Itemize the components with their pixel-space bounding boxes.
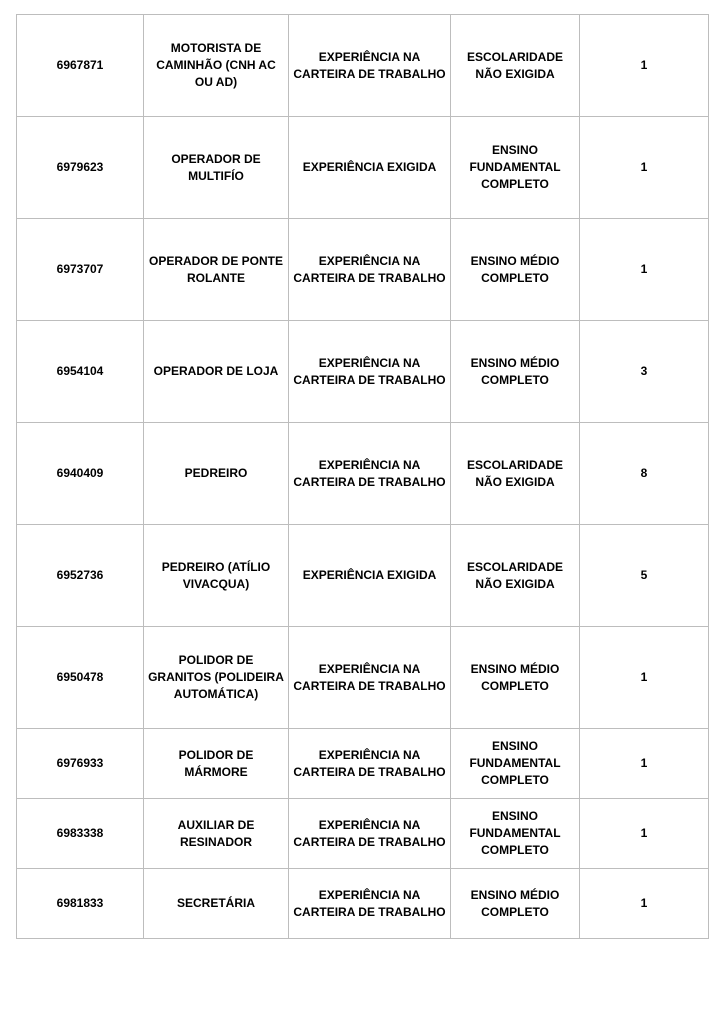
- table-row: [17, 423, 709, 525]
- education-cell: ESCOLARIDADE NÃO EXIGIDA: [451, 525, 580, 627]
- table-row: [17, 219, 709, 321]
- education-cell: ENSINO FUNDAMENTAL COMPLETO: [451, 799, 580, 869]
- experience-cell: EXPERIÊNCIA NA CARTEIRA DE TRABALHO: [289, 423, 451, 525]
- table-row: [17, 729, 709, 799]
- education-cell: ENSINO FUNDAMENTAL COMPLETO: [451, 729, 580, 799]
- job-title-cell: POLIDOR DE GRANITOS (POLIDEIRA AUTOMÁTICA): [144, 627, 289, 729]
- education-cell: ESCOLARIDADE NÃO EXIGIDA: [451, 423, 580, 525]
- vacancies-count-cell: 1: [580, 219, 709, 321]
- education-cell: ENSINO FUNDAMENTAL COMPLETO: [451, 117, 580, 219]
- vacancies-count-cell: 1: [580, 729, 709, 799]
- vacancy-code-cell: 6967871: [17, 15, 144, 117]
- table-row: [17, 525, 709, 627]
- education-cell: ESCOLARIDADE NÃO EXIGIDA: [451, 15, 580, 117]
- table-row: [17, 869, 709, 939]
- vacancies-count-cell: 1: [580, 15, 709, 117]
- vacancies-count-cell: 1: [580, 627, 709, 729]
- table-row: [17, 799, 709, 869]
- vacancy-code-cell: 6940409: [17, 423, 144, 525]
- table-row: [17, 321, 709, 423]
- vacancy-code-cell: 6952736: [17, 525, 144, 627]
- job-title-cell: PEDREIRO: [144, 423, 289, 525]
- vacancies-count-cell: 3: [580, 321, 709, 423]
- vacancies-count-cell: 8: [580, 423, 709, 525]
- job-title-cell: OPERADOR DE LOJA: [144, 321, 289, 423]
- experience-cell: EXPERIÊNCIA NA CARTEIRA DE TRABALHO: [289, 321, 451, 423]
- vacancies-count-cell: 1: [580, 117, 709, 219]
- table-row: [17, 15, 709, 117]
- vacancy-code-cell: 6979623: [17, 117, 144, 219]
- vacancies-count-cell: 1: [580, 799, 709, 869]
- vacancies-count-cell: 1: [580, 869, 709, 939]
- experience-cell: EXPERIÊNCIA NA CARTEIRA DE TRABALHO: [289, 729, 451, 799]
- vacancies-count-cell: 5: [580, 525, 709, 627]
- education-cell: ENSINO MÉDIO COMPLETO: [451, 869, 580, 939]
- education-cell: ENSINO MÉDIO COMPLETO: [451, 321, 580, 423]
- vacancy-code-cell: 6981833: [17, 869, 144, 939]
- job-vacancies-table: [16, 14, 709, 939]
- job-title-cell: SECRETÁRIA: [144, 869, 289, 939]
- education-cell: ENSINO MÉDIO COMPLETO: [451, 627, 580, 729]
- table-row: [17, 627, 709, 729]
- job-title-cell: PEDREIRO (ATÍLIO VIVACQUA): [144, 525, 289, 627]
- experience-cell: EXPERIÊNCIA NA CARTEIRA DE TRABALHO: [289, 869, 451, 939]
- job-title-cell: OPERADOR DE PONTE ROLANTE: [144, 219, 289, 321]
- job-title-cell: AUXILIAR DE RESINADOR: [144, 799, 289, 869]
- experience-cell: EXPERIÊNCIA EXIGIDA: [289, 117, 451, 219]
- vacancy-code-cell: 6976933: [17, 729, 144, 799]
- vacancy-code-cell: 6950478: [17, 627, 144, 729]
- education-cell: ENSINO MÉDIO COMPLETO: [451, 219, 580, 321]
- experience-cell: EXPERIÊNCIA EXIGIDA: [289, 525, 451, 627]
- job-title-cell: MOTORISTA DE CAMINHÃO (CNH AC OU AD): [144, 15, 289, 117]
- job-title-cell: OPERADOR DE MULTIFÍO: [144, 117, 289, 219]
- experience-cell: EXPERIÊNCIA NA CARTEIRA DE TRABALHO: [289, 627, 451, 729]
- job-title-cell: POLIDOR DE MÁRMORE: [144, 729, 289, 799]
- table-row: [17, 117, 709, 219]
- vacancy-code-cell: 6973707: [17, 219, 144, 321]
- experience-cell: EXPERIÊNCIA NA CARTEIRA DE TRABALHO: [289, 15, 451, 117]
- experience-cell: EXPERIÊNCIA NA CARTEIRA DE TRABALHO: [289, 799, 451, 869]
- vacancy-code-cell: 6954104: [17, 321, 144, 423]
- vacancy-code-cell: 6983338: [17, 799, 144, 869]
- experience-cell: EXPERIÊNCIA NA CARTEIRA DE TRABALHO: [289, 219, 451, 321]
